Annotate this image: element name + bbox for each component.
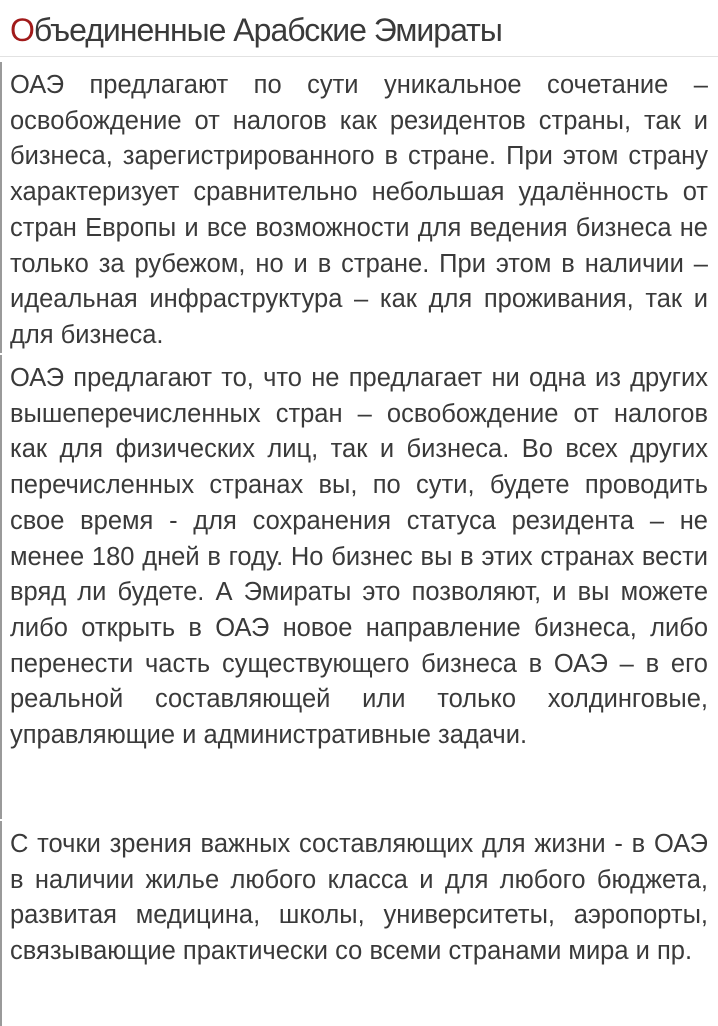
article-title <box>10 10 502 50</box>
title-divider <box>0 56 718 57</box>
paragraph-tax-benefits: ОАЭ предлагают по сути уникальное сочетание – освобождение от налогов как резидентов страны, так и бизнеса, зарегистрированного в стране. При этом страну характеризует сравнительно небольшая удалённость от стран Европы и все возможности для ведения бизнеса не только за рубежом, но и в стране. При этом в наличии – идеальная инфраструктура – как для проживания, так и для бизнеса. <box>0 62 718 353</box>
title-rest: бъединенные Арабские Эмираты <box>33 12 502 48</box>
article-body <box>0 62 718 1024</box>
paragraph-living-conditions: С точки зрения важных составляющих для жизни - в ОАЭ в наличии жилье любого класса и для любого бюджета, развитая медицина, школы, университеты, аэропорты, связывающие практически со всеми странами мира и пр. <box>0 821 718 1026</box>
paragraph-comparison: ОАЭ предлагают то, что не предлагает ни одна из других вышеперечисленных стран – освобождение от налогов как для физических лиц, так и бизнеса. Во всех других перечисленных странах вы, по сути, будете проводить свое время - для сохранения статуса резидента – не менее 180 дней в году. Но бизнес вы в этих странах вести вряд ли будете. А Эмираты это позволяют, и вы можете либо открыть в ОАЭ новое направление бизнеса, либо перенести часть существующего бизнеса в ОАЭ – в его реальной составляющей или только холдинговые, управляющие и административные задачи. <box>0 355 718 819</box>
title-first-letter: О <box>10 12 34 48</box>
